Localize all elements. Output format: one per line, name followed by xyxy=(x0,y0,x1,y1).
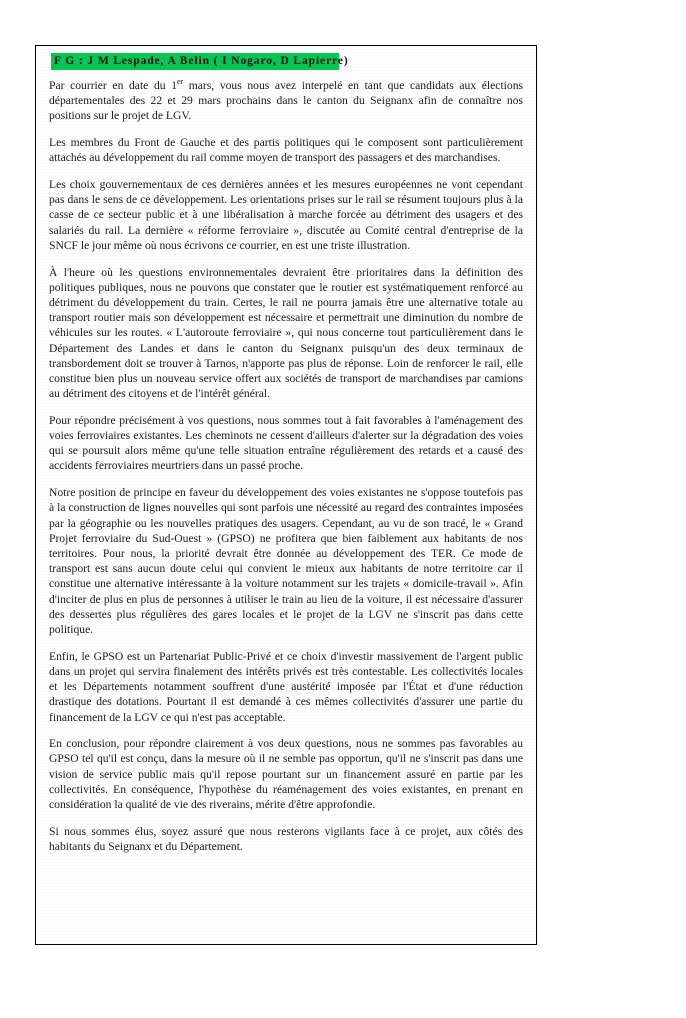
ordinal-superscript: er xyxy=(177,77,184,87)
paragraph-choix-gouvernementaux: Les choix gouvernementaux de ces dernières années et les mesures européennes ne vont cependant pas dans le sens de ce développement. Les orientations prises sur le rail se résument toujours plus à la casse de ce secteur public et à une libéralisation à marche forcée au détriment des usagers et des salariés du rail. La dernière « réforme ferroviaire », discutée au Comité central d'entreprise de la SNCF le jour même où nous écrivons ce courrier, en est une triste illustration. xyxy=(49,178,523,252)
paragraph-elus: Si nous sommes élus, soyez assuré que nous resterons vigilants face à ce projet, aux côtés des habitants du Seignanx et du Département. xyxy=(49,824,523,853)
paragraph-position-principe: Notre position de principe en faveur du développement des voies existantes ne s'oppose toutefois pas à la construction de lignes nouvelles qui sont parfois une nécessité au regard des contraintes imposées par la géographie ou les nouvelles pratiques des usagers. Cependant, au vu de son tracé, le « Grand Projet ferroviaire du Sud-Ouest » (GPSO) ne profitera que bien faiblement aux habitants de nos territoires. Pour nous, la priorité devrait être donnée au développement des TER. Ce mode de transport est sans aucun doute celui qui convient le mieux aux habitants de notre territoire car il constitue une alternative intéressante à la voiture notamment sur les trajets « domicile-travail ». Afin d'inciter de plus en plus de personnes à utiliser le train au lieu de la voiture, il est nécessaire d'assurer des dessertes plus régulières des gares locales et le projet de la LGV ne s'inscrit pas dans cette politique. xyxy=(49,486,523,636)
paragraph-amenagement-voies: Pour répondre précisément à vos questions, nous sommes tout à fait favorables à l'aménagement des voies ferroviaires existantes. Les cheminots ne cessent d'ailleurs d'alerter sur la dégradation des voies qui se poursuit alors même qu'une telle situation entraîne régulièrement des retards et a causé des accidents ferroviaires meurtriers dans un passé proche. xyxy=(49,413,523,473)
paragraph-partenariat-public-prive: Enfin, le GPSO est un Partenariat Public-Privé et ce choix d'investir massivement de l'argent public dans un projet qui servira finalement des intérêts privés est très contestable. Les collectivités locales et les Départements notamment souffrent d'une austérité imposée par l'État et d'une réduction drastique des dotations. Pourtant il est demandé à ces mêmes collectivités d'assurer une partie du financement de la LGV ce qui n'est pas acceptable. xyxy=(49,649,523,724)
highlighted-header: F G : J M Lespade, A Belin ( I Nogaro, D Lapierre) xyxy=(51,53,339,70)
paragraph-environnement: À l'heure où les questions environnementales devraient être prioritaires dans la définition des politiques publiques, nous ne pouvons que constater que le routier est systématiquement renforcé au détriment du développement du train. Certes, le rail ne pourra jamais être une alternative totale au transport routier mais son développement est nécessaire et permettrait une diminution du nombre de véhicules sur les routes. « L'autoroute ferroviaire », qui nous concerne tout particulièrement dans le Département des Landes et dans le canton du Seignanx puisqu'un des deux terminaux de transbordement doit se trouver à Tarnos, n'apporte pas plus de réponse. Loin de renforcer le rail, elle constitue bien plus un nouveau service offert aux sociétés de transport de marchandises par camions au détriment des citoyens et de l'intérêt général. xyxy=(49,265,523,401)
document-frame xyxy=(35,45,537,945)
paragraph-conclusion: En conclusion, pour répondre clairement à vos deux questions, nous ne sommes pas favorables au GPSO tel qu'il est conçu, dans la mesure où il ne semble pas opportun, qu'il ne s'inscrit pas dans une vision de service public mais qu'il repose pourtant sur un financement assuré en partie par les collectivités. En conséquence, l'hypothèse du réaménagement des voies existantes, en prenant en considération la qualité de vie des riverains, mérite d'être approfondie. xyxy=(49,737,523,812)
paragraph-courrier xyxy=(49,78,523,124)
paragraph-courrier-rest: mars, vous nous avez interpelé en tant que candidats aux élections départementales des 22 et 29 mars prochains dans le canton du Seignanx afin de connaître nos positions sur le projet de LGV. xyxy=(49,79,523,123)
document-body xyxy=(49,53,523,854)
paragraph-front-de-gauche: Les membres du Front de Gauche et des partis politiques qui le composent sont particulièrement attachés au développement du rail comme moyen de transport des passagers et des marchandises. xyxy=(49,136,523,165)
paragraph-courrier-lead: Par courrier en date du 1 xyxy=(49,79,177,92)
